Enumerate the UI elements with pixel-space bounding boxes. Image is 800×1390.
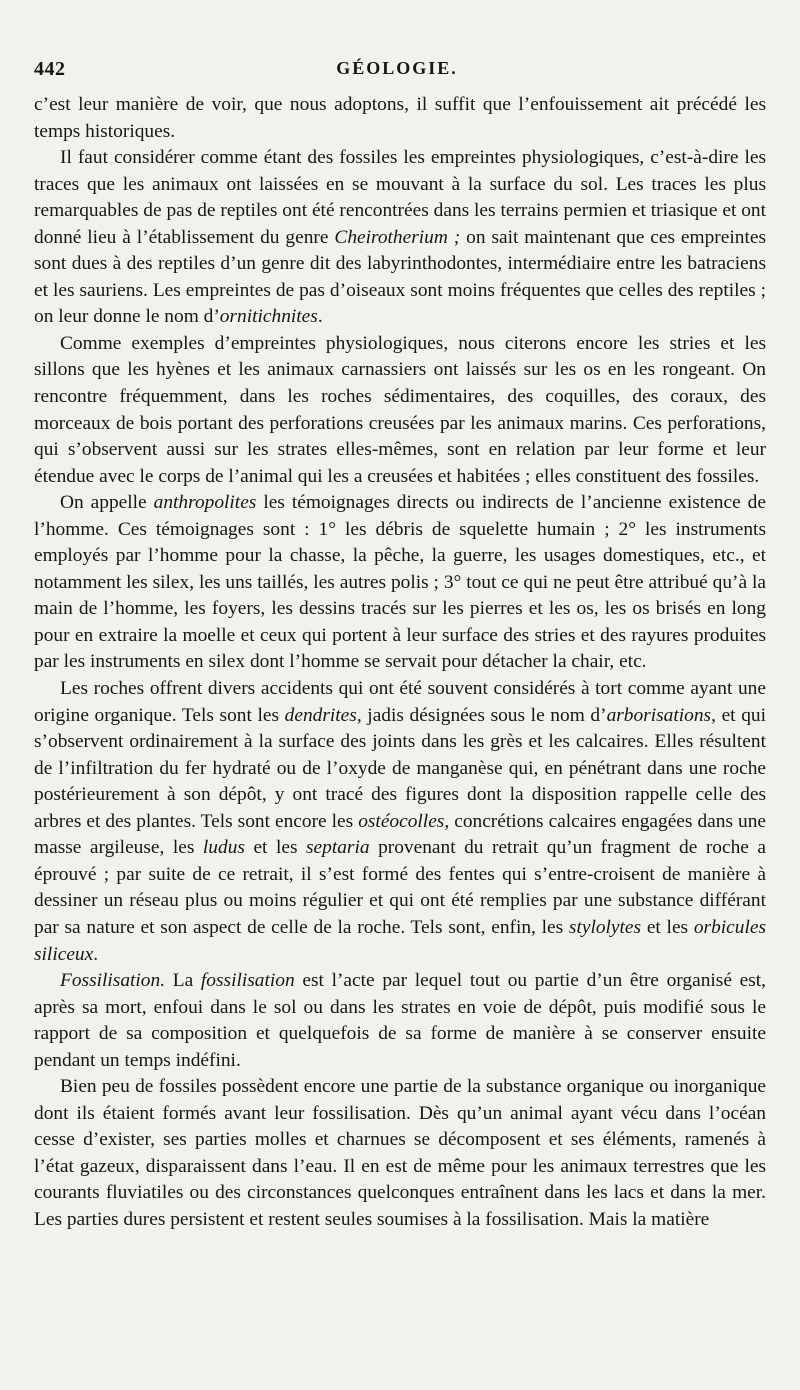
paragraph [34, 331, 766, 490]
text-run: , et qui s’observent ordinairement à la surface des joints dans les grès et les calcaires. Elles résultent de l’infiltration du fer hydraté ou de l’oxyde de manganèse qui, en pénétrant dans une roche postérieurement à son dépôt, y ont tracé des figures dont la disposition rappelle celle des arbres et des plantes. Tels sont encore les [34, 704, 766, 832]
text-run: on sait maintenant que ces empreintes sont dues à des reptiles d’un genre dit des labyrinthodontes, intermédiaire entre les batraciens et les sauriens. Les empreintes de pas d’oiseaux sont moins fréquentes que celles des reptiles ; on leur donne le nom d’ [34, 226, 766, 328]
italic-term: arborisations [606, 704, 712, 726]
italic-term: fossilisation [200, 970, 295, 992]
paragraph [34, 145, 766, 331]
text-run: Les roches offrent divers accidents qui ont été souvent considérés à tort comme ayant une origine organique. Tels sont les [34, 678, 766, 726]
italic-term: stylolytes [568, 916, 642, 938]
italic-term: anthropolites [153, 492, 257, 514]
text-run: les témoignages directs ou indirects de l’ancienne existence de l’homme. Ces témoignages sont : 1° les débris de squelette humain ; 2° les instruments employés par l’homme pour la chasse, la pêche, la guerre, les usages domestiques, etc., et notamment les silex, les uns taillés, les autres polis ; 3° tout ce qui ne peut être attribué qu’à la main de l’homme, les foyers, les dessins tracés sur les pierres et les os, les os brisés en long pour en extraire la moelle et ceux qui portent à leur surface des stries et des rayures produites par les instruments en silex dont l’homme se servait pour détacher la chair, etc. [34, 492, 766, 673]
paragraph [34, 968, 766, 1074]
italic-term: Fossilisation. [60, 970, 166, 992]
text-run: La [165, 970, 201, 992]
text-run: provenant du retrait qu’un fragment de roche a éprouvé ; par suite de ce retrait, il s’est formé des fentes qui s’entre-croisent de manière à dessiner un réseau plus ou moins régulier et qui ont été remplies par une substance différant par sa nature et son aspect de celle de la roche. Tels sont, enfin, les [34, 837, 766, 938]
page-header [34, 58, 760, 88]
running-title: GÉOLOGIE. [336, 58, 458, 78]
text-run: Comme exemples d’empreintes physiologiques, nous citerons encore les stries et les sillons que les hyènes et les animaux carnassiers ont laissés sur les os en les rongeant. On rencontre fréquemment, dans les roches sédimentaires, des coquilles, des coraux, des morceaux de bois portant des perforations creusées par les animaux marins. Ces perforations, qui s’observent aussi sur les strates elles-mêmes, sont en relation par leur forme et leur étendue avec le corps de l’animal qui les a creusées et habitées ; elles constituent des fossiles. [34, 332, 766, 487]
italic-term: ludus [202, 837, 245, 859]
text-run: jadis désignées sous le nom d’ [361, 704, 607, 726]
italic-term: ornitichnites [219, 306, 318, 328]
italic-term: ostéocolles [358, 810, 445, 832]
italic-term: dendrites, [284, 704, 362, 726]
text-run: et les [641, 916, 694, 938]
text-run: . [317, 306, 323, 328]
text-run: . [93, 943, 99, 965]
paragraph [34, 490, 766, 676]
text-run: c’est leur manière de voir, que nous adoptons, il suffit que l’enfouissement ait précédé les temps historiques. [34, 94, 766, 142]
body-text [34, 92, 766, 1234]
text-run: est l’acte par lequel tout ou partie d’un être organisé est, après sa mort, enfoui dans le sol ou dans les strates en voie de dépôt, puis modifié sous le rapport de sa composition et quelquefois de sa forme de manière à se conserver ensuite pendant un temps indéfini. [34, 970, 767, 1071]
text-run: Il faut considérer comme étant des fossiles les empreintes physiologiques, c’est-à-dire les traces que les animaux ont laissées en se mouvant à la surface du sol. Les traces les plus remarquables de pas de reptiles ont été rencontrées dans les terrains permien et triasique et ont donné lieu à l’établissement du genre [34, 147, 766, 248]
italic-term: orbicules siliceux [34, 916, 766, 965]
text-run: , concrétions calcaires engagées dans une masse argileuse, les [34, 810, 766, 859]
paragraph [34, 92, 766, 145]
italic-term: septaria [306, 837, 370, 859]
paragraph [34, 1074, 766, 1233]
text-run: et les [244, 837, 306, 859]
paragraph [34, 676, 766, 968]
text-run: Bien peu de fossiles possèdent encore une partie de la substance organique ou inorganique dont ils étaient formés avant leur fossilisation. Dès qu’un animal ayant vécu dans l’océan cesse d’exister, ses parties molles et charnues se décomposent et ses éléments, ramenés à l’état gazeux, disparaissent dans l’eau. Il en est de même pour les animaux terrestres que les courants fluviatiles ou des circonstances quelconques entraînent dans les lacs et dans la mer. Les parties dures persistent et restent seules soumises à la fossilisation. Mais la matière [34, 1076, 766, 1230]
italic-term: Cheirotherium ; [334, 226, 461, 248]
text-run: On appelle [60, 492, 154, 514]
page-number: 442 [34, 58, 66, 80]
